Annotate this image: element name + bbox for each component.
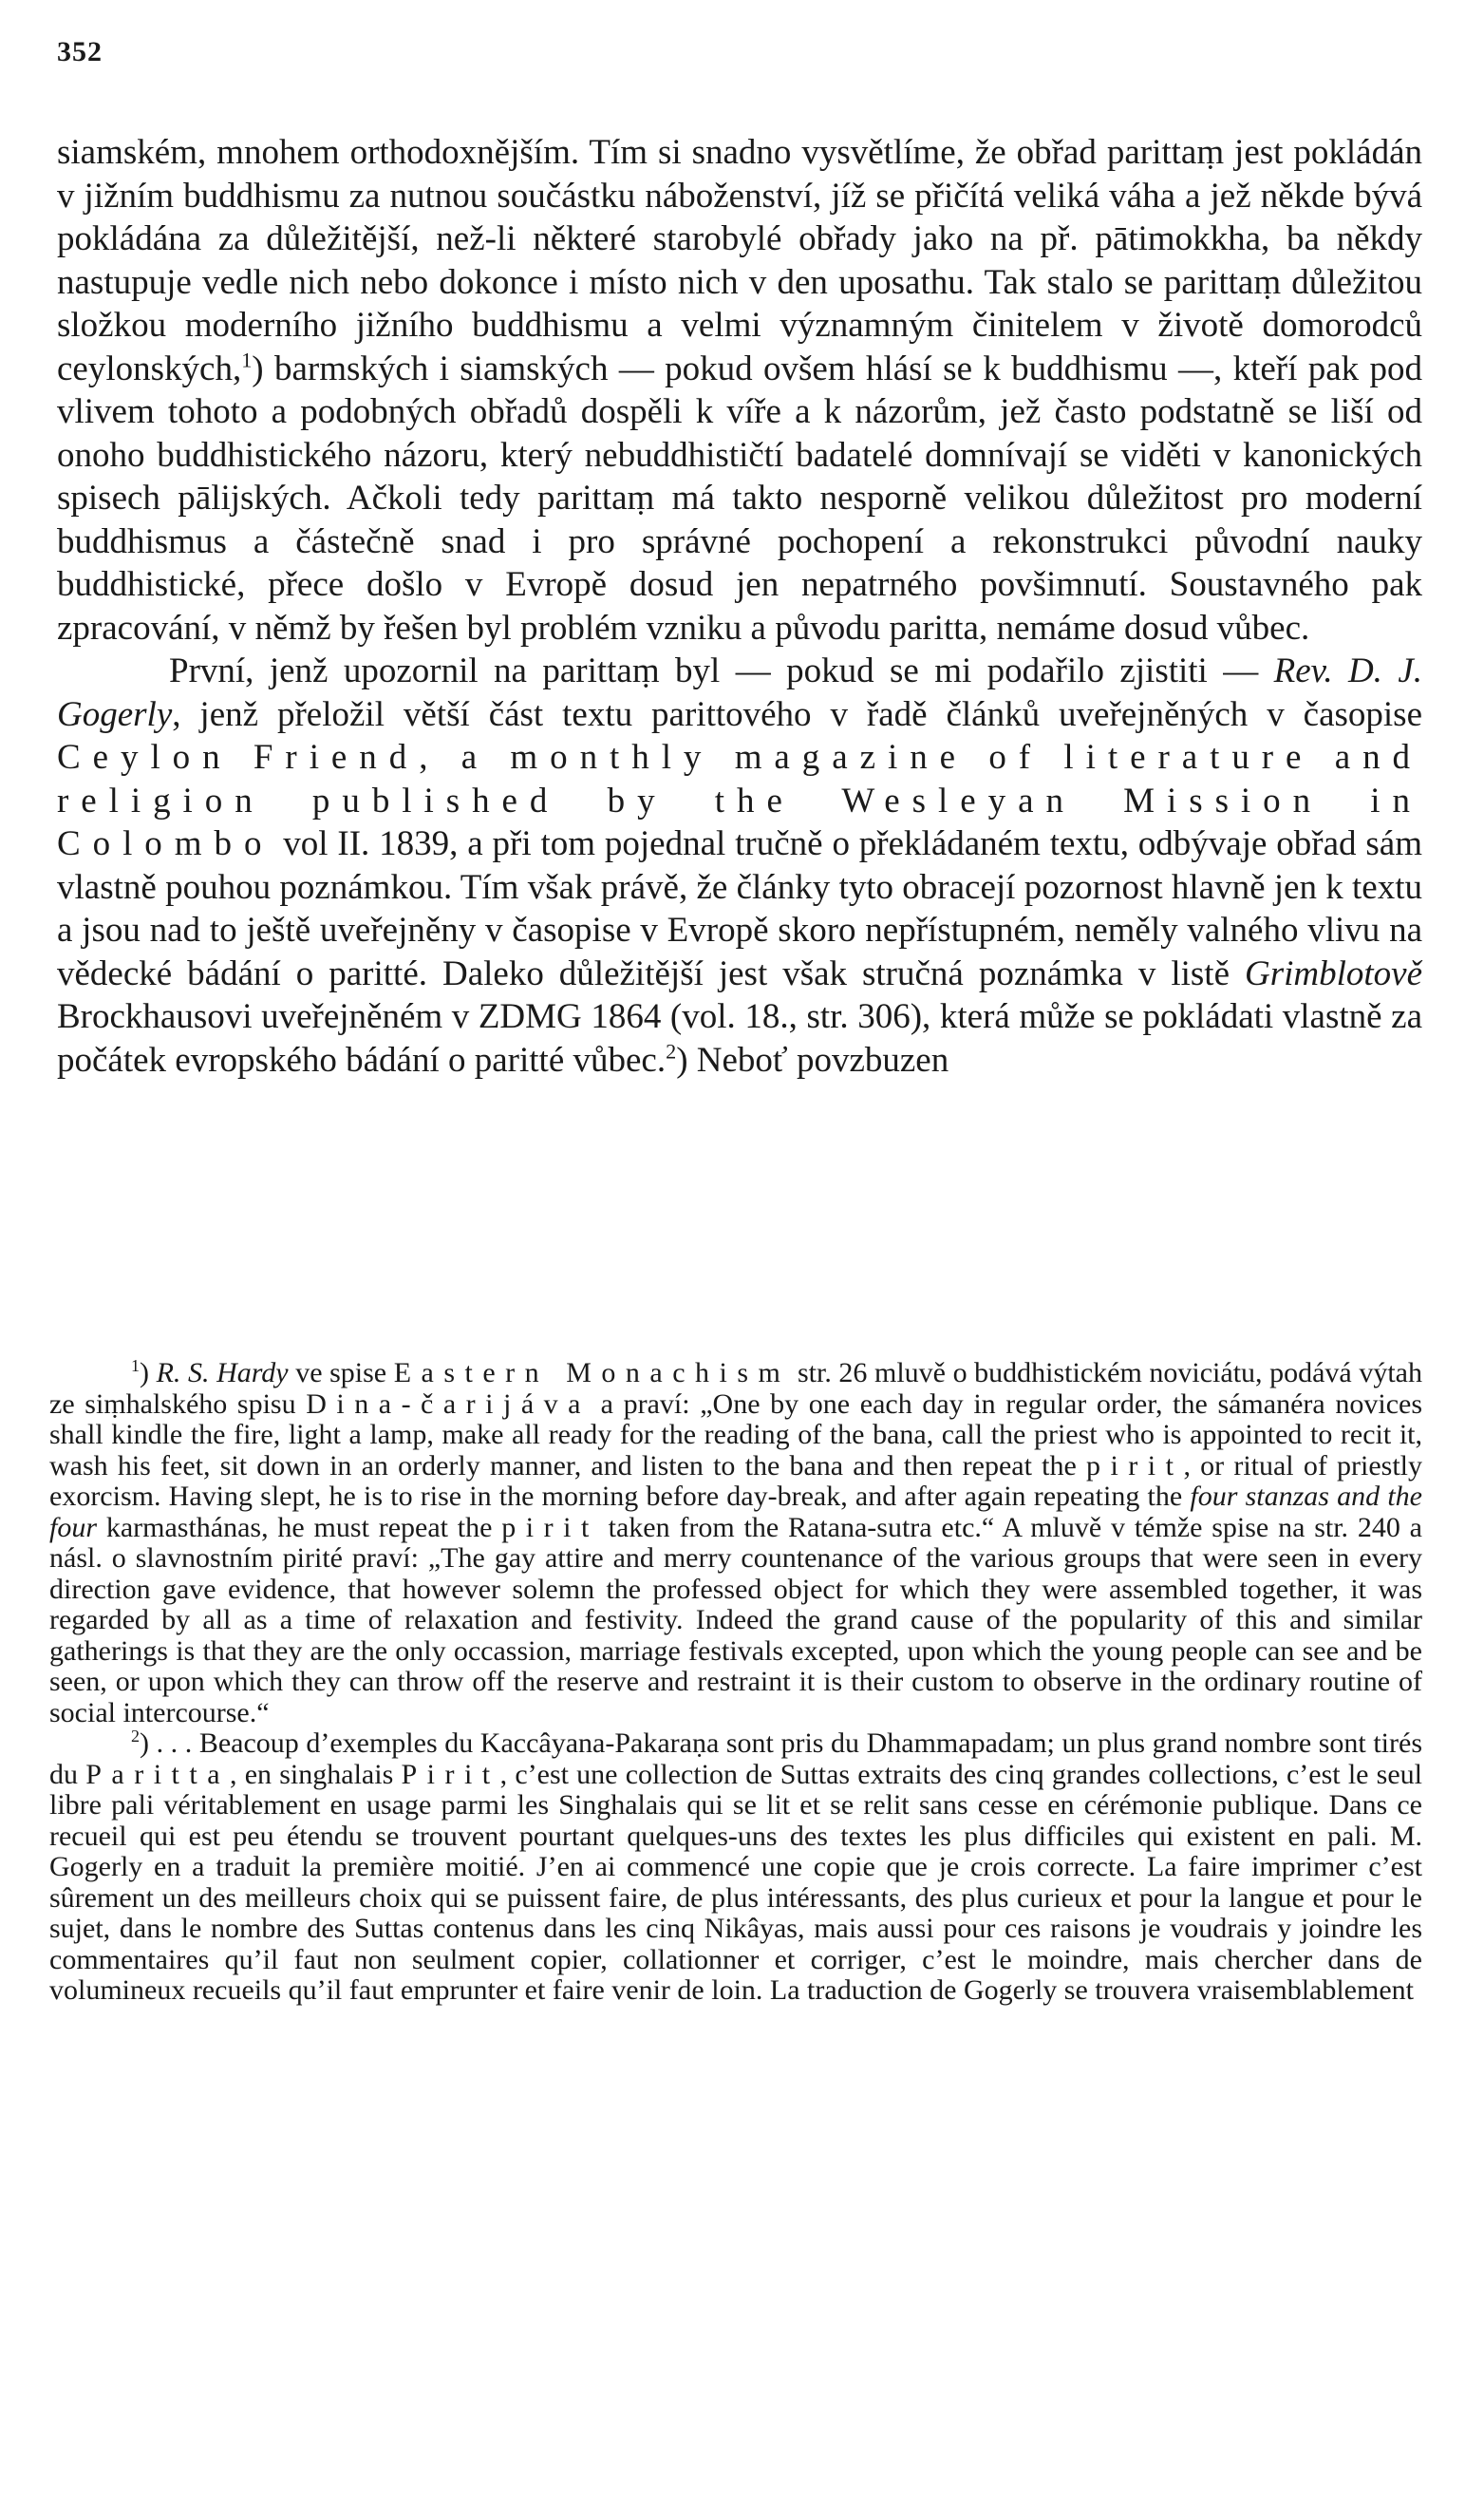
footnote-2 (49, 1728, 1422, 2007)
footnote-1-text-b: ve spise (288, 1357, 394, 1388)
paragraph-2-text-c: vol II. 1839, a při tom pojednal tručně o překládaném textu, odbývaje obřad sám vlastně pouhou poznámkou. Tím však právě, že články tyto obracejí pozornost hlavně jen k textu a jsou nad to ještě uveřejněny v časopise v Evropě skoro nepřístupném, neměly valného vlivu na vědecké bádání o paritté. Daleko důležitější jest však stručná poznámka v listě (57, 824, 1422, 993)
paragraph-2 (57, 650, 1422, 1082)
footnote-2-text-a: ) . . . Beacoup d’exemples du Kaccâyana-Pakaraṇa sont pris du Dhammapadam; un plus grand nombre sont tirés du (49, 1727, 1422, 1790)
author-grimblot: Grimblotově (1244, 953, 1422, 993)
four-stanzas: four stanzas and the four (49, 1481, 1422, 1543)
paragraph-2-text-e: ) Neboť povzbuzen (676, 1040, 949, 1080)
footnote-2-text-c: , c’est une collection de Suttas extraits des cinq grandes collections, c’est le seul libre pali véritablement en usage parmi les Singhalais qui se lit et se relit sans cesse en cérémonie publique. Dans ce recueil qui est peu étendu se trouvent pourtant quelques-uns des textes les plus difficiles qui existent en pali. M. Gogerly en a traduit la première moitié. J’en ai commencé une copie que je crois correcte. La faire imprimer c’est sûrement un des meilleurs choix qui se puissent faire, de plus intéressants, des plus curieux et pour la langue et pour le sujet, dans le nombre des Suttas contenus dans les cinq Nikâyas, mais aussi pour ces raisons je voudrais y joindre les commentaires qu’il faut non seulment copier, collationner et corriger, c’est le moindre, mais chercher dans de volumineux recueils qu’il faut emprunter et faire venir de loin. La traduction de Gogerly se trouvera vraisemblablement (49, 1758, 1423, 2006)
paragraph-1-text: siamském, mnohem orthodoxnějším. Tím si snadno vysvětlíme, že obřad parittaṃ jest pokládán v jižním buddhismu za nutnou součástku náboženství, jíž se přičítá veliká váha a jež někde bývá pokládána za důležitější, než-li některé starobylé obřady jako na př. pātimokkha, ba někdy nastupuje vedle nich nebo dokonce i místo nich v den uposathu. Tak stalo se parittaṃ důležitou složkou moderního jižního buddhismu a velmi významným činitelem v životě domorodců ceylonských, (57, 133, 1422, 388)
author-gogerly: Rev. D. J. Gogerly (57, 651, 1423, 734)
journal-title: Ceylon Friend, a monthly magazine of literature and religion published by the Wesleyan Mission in Colombo (57, 738, 1422, 863)
term-paritta: Paritta (85, 1758, 231, 1790)
footnote-2-text-b: , en singhalais (230, 1758, 402, 1790)
page-number: 352 (57, 36, 103, 67)
footnote-1-text-f: karmasthánas, he must repeat the (97, 1511, 502, 1543)
paragraph-2-text-b: , jenž přeložil větší část textu parittového v řadě článků uveřejněných v časopise (172, 694, 1422, 734)
footnote-1-mark: 1 (131, 1356, 140, 1375)
footnote-1-text-c: str. 26 mluvě o buddhistickém noviciátu, podává výtah ze siṃhalského spisu (49, 1357, 1422, 1420)
footnote-1-text-g: taken from the Ratana-sutra etc.“ A mluvě v témže spise na str. 240 a násl. o slavnostním pirité praví: „The gay attire and merry countenance of the various groups that were seen in every direction gave evidence, that however solemn the professed object for which they were assembled together, it was regarded by all as a time of relaxation and festivity. Indeed the grand cause of the popularity of this and similar gatherings is that they are the only occassion, marriage festivals excepted, upon which the young people can see and be seen, or upon which they can throw off the reserve and restraint it is their custom to observe in the ordinary routine of social intercourse.“ (49, 1511, 1423, 1728)
footnotes (49, 1358, 1422, 2007)
paragraph-1-rest: ) barmských i siamských — pokud ovšem hlásí se k buddhismu —, kteří pak pod vlivem tohoto a podobných obřadů dospěli k víře a k názorům, jež často podstatně se liší od onoho buddhistického názoru, který nebuddhističtí badatelé domnívají se viděti v kanonických spisech pālijských. Ačkoli tedy parittaṃ má takto nesporně velikou důležitost pro moderní buddhismus a částečně snad i pro správné pochopení a rekonstrukci původní nauky buddhistické, přece došlo v Evropě dosud jen nepatrného povšimnutí. Soustavného pak zpracování, v němž by řešen byl problém vzniku a původu paritta, nemáme dosud vůbec. (57, 349, 1422, 648)
footnote-1 (49, 1358, 1422, 1728)
footnote-1-text-d: a praví: „One by one each day in regular order, the sámanéra novices shall kindle the fire, light a lamp, make all ready for the reading of the bana, call the priest who is appointed to recit it, wash his feet, sit down in an orderly manner, and listen to the bana and then repeat the (49, 1387, 1422, 1481)
main-text (57, 131, 1422, 1082)
book-dina-carijava: Dina-čarijáva (306, 1387, 591, 1420)
term-pirit-2: pirit (501, 1511, 599, 1543)
paragraph-1 (57, 131, 1422, 650)
footnote-ref-2: 2 (666, 1039, 677, 1064)
term-pirit-3: Pirit (401, 1758, 500, 1790)
author-hardy: R. S. Hardy (156, 1357, 289, 1388)
footnote-ref-1: 1 (241, 348, 253, 372)
footnote-2-mark: 2 (131, 1727, 140, 1746)
footnote-1-text-e: , or ritual of priestly exorcism. Having slept, he is to rise in the morning before day-break, and after again repeating the (49, 1449, 1422, 1512)
book-eastern-monachism: Eastern Monachism (393, 1357, 791, 1388)
term-pirit-1: pirit (1085, 1449, 1184, 1481)
paragraph-2-text-d: Brockhausovi uveřejněném v ZDMG 1864 (vol. 18., str. 306), která může se pokládati vlastně za počátek evropského bádání o paritté vůbec. (57, 997, 1422, 1080)
footnote-1-text-a: ) (140, 1357, 157, 1388)
paragraph-2-text-a: První, jenž upozornil na parittaṃ byl — pokud se mi podařilo zjistiti — (169, 651, 1274, 690)
